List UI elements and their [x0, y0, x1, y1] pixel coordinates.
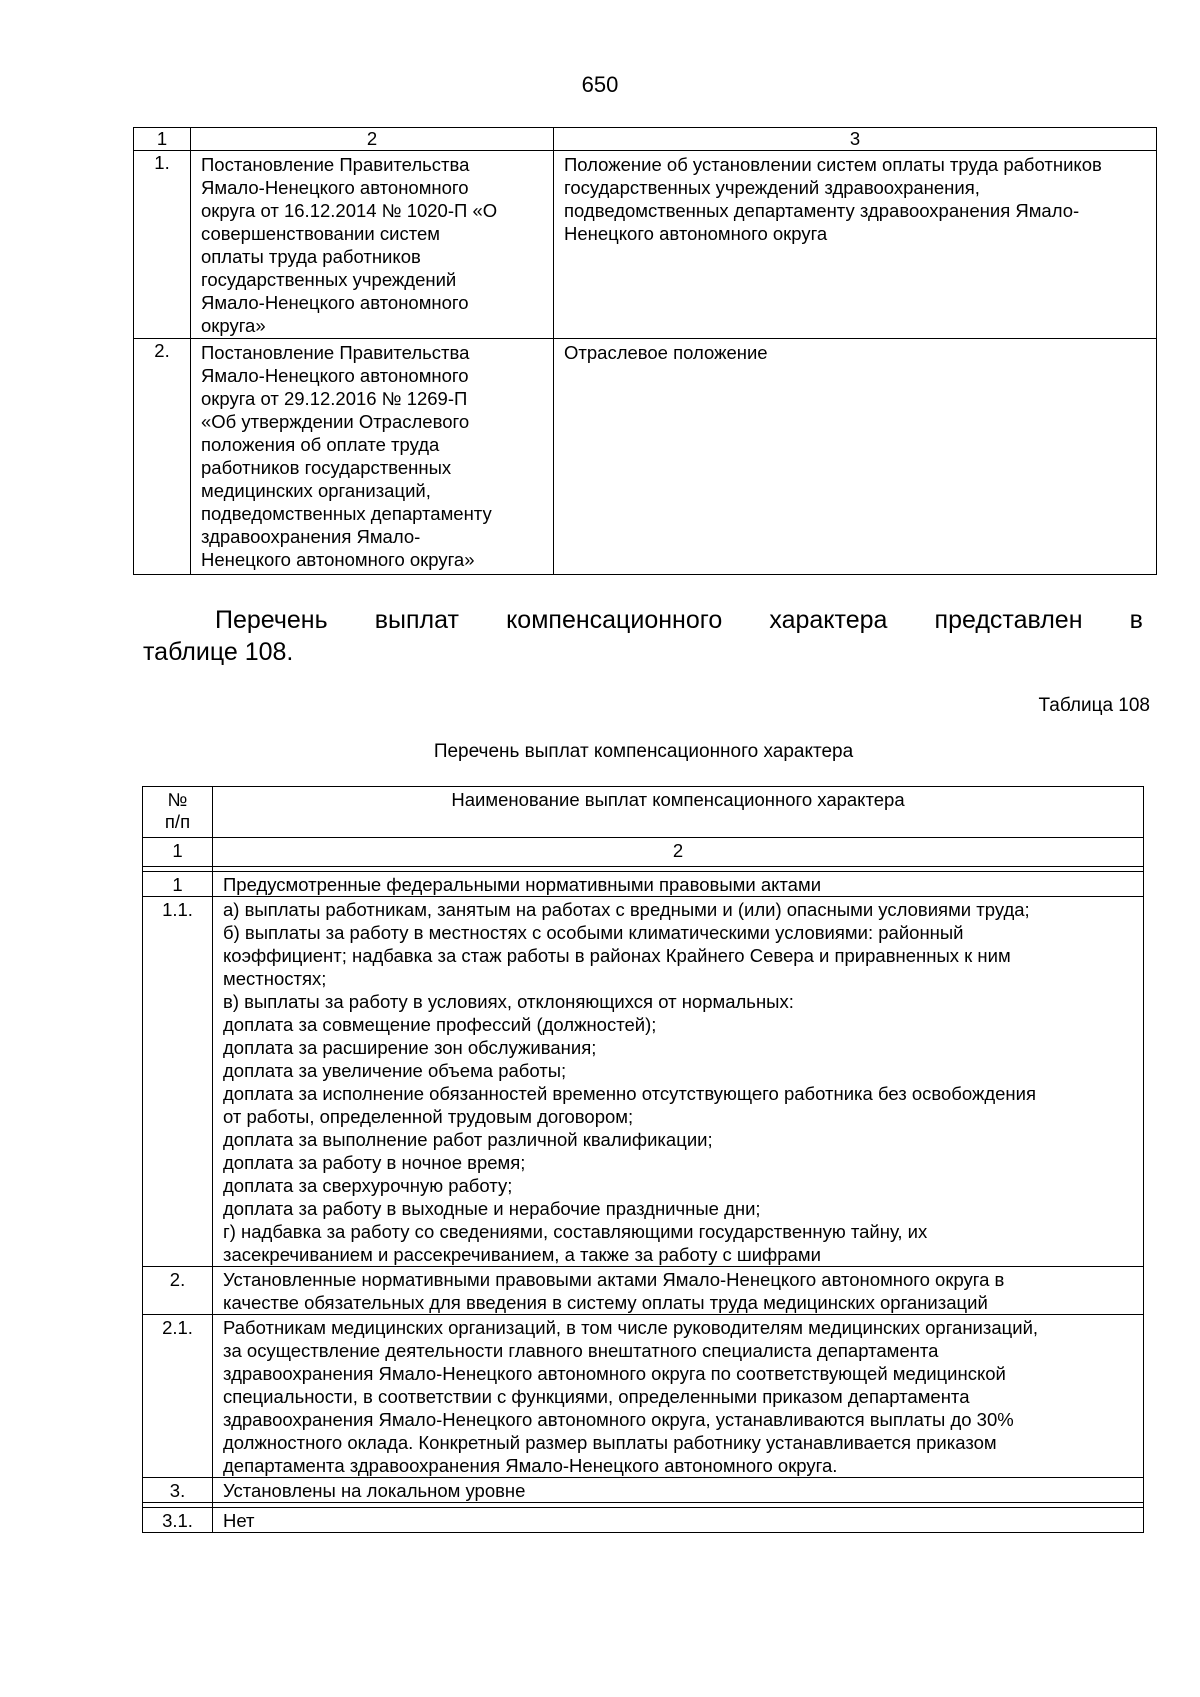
text-line: специальности, в соответствии с функциями, определенными приказом департамента [223, 1386, 970, 1407]
text-line: оплаты труда работников [201, 246, 421, 267]
regulation-title [191, 151, 554, 339]
text-line: в) выплаты за работу в условиях, отклоняющихся от нормальных: [223, 991, 794, 1012]
paragraph-word: выплат [374, 606, 459, 634]
text-line: Ямало-Ненецкого автономного [201, 177, 469, 198]
table-row [134, 339, 1157, 575]
text-line: подведомственных департаменту [201, 503, 492, 524]
text-line: округа от 16.12.2014 № 1020-П «О [201, 200, 498, 221]
regulations-table [133, 127, 1157, 575]
table-header-row [143, 787, 1144, 838]
text-line: Установлены на локальном уровне [223, 1480, 526, 1501]
text-line: Постановление Правительства [201, 154, 470, 175]
column-number-1: 1 [143, 838, 213, 867]
text-line: медицинских организаций, [201, 480, 431, 501]
table-row [143, 1267, 1144, 1315]
text-line: п/п [164, 811, 191, 832]
regulation-description [554, 339, 1157, 575]
column-number-2: 2 [191, 128, 554, 151]
paragraph-line [143, 604, 1143, 636]
row-number: 3.1. [143, 1508, 213, 1533]
text-line: округа» [201, 315, 266, 336]
regulation-title [191, 339, 554, 575]
text-line: за осуществление деятельности главного внештатного специалиста департамента [223, 1340, 939, 1361]
column-number-2: 2 [213, 838, 1144, 867]
text-line: положения об оплате труда [201, 434, 440, 455]
text-line: государственных учреждений [201, 269, 457, 290]
row-number: 2. [143, 1267, 213, 1315]
text-line: департамента здравоохранения Ямало-Ненецкого автономного округа. [223, 1455, 838, 1476]
text-line: № [167, 789, 188, 810]
paragraph-word: в [1129, 606, 1143, 634]
row-number: 1. [134, 151, 191, 339]
text-line: «Об утверждении Отраслевого [201, 411, 470, 432]
column-numbers-row [143, 838, 1144, 867]
text-line: Ненецкого автономного округа [564, 223, 828, 244]
intro-paragraph [143, 604, 1143, 668]
column-number-3: 3 [554, 128, 1157, 151]
header-name: Наименование выплат компенсационного характера [213, 787, 1144, 838]
table-label: Таблица 108 [1038, 695, 1150, 716]
text-line: доплата за выполнение работ различной квалификации; [223, 1129, 713, 1150]
row-number: 2.1. [143, 1315, 213, 1478]
paragraph-word: характера [769, 606, 888, 634]
regulation-description [554, 151, 1157, 339]
text-line: совершенствовании систем [201, 223, 440, 244]
text-line: здравоохранения Ямало- [201, 526, 421, 547]
table-row [143, 897, 1144, 1267]
text-line: коэффициент; надбавка за стаж работы в районах Крайнего Севера и приравненных к ним [223, 945, 1011, 966]
text-line: Работникам медицинских организаций, в том числе руководителям медицинских организаций, [223, 1317, 1039, 1338]
row-number: 1.1. [143, 897, 213, 1267]
table-row [143, 872, 1144, 897]
text-line: Ямало-Ненецкого автономного [201, 365, 469, 386]
text-line: от работы, определенной трудовым договором; [223, 1106, 634, 1127]
text-line: доплата за расширение зон обслуживания; [223, 1037, 597, 1058]
table-title: Перечень выплат компенсационного характера [433, 741, 854, 762]
row-number: 1 [143, 872, 213, 897]
text-line: Установленные нормативными правовыми актами Ямало-Ненецкого автономного округа в [223, 1269, 1005, 1290]
text-line: работников государственных [201, 457, 452, 478]
table-row [143, 1315, 1144, 1478]
table-row [134, 151, 1157, 339]
row-number: 3. [143, 1478, 213, 1503]
row-text [213, 1478, 1144, 1503]
table-header-row [134, 128, 1157, 151]
text-line: качестве обязательных для введения в систему оплаты труда медицинских организаций [223, 1292, 988, 1313]
column-number-1: 1 [134, 128, 191, 151]
text-line: доплата за работу в ночное время; [223, 1152, 526, 1173]
text-line: Нет [223, 1510, 255, 1531]
compensation-payments-table [142, 786, 1144, 1533]
text-line: должностного оклада. Конкретный размер выплаты работнику устанавливается приказом [223, 1432, 997, 1453]
text-line: доплата за совмещение профессий (должностей); [223, 1014, 657, 1035]
text-line: доплата за работу в выходные и нерабочие праздничные дни; [223, 1198, 761, 1219]
row-text [213, 1508, 1144, 1533]
text-line: Отраслевое положение [564, 342, 768, 363]
row-text [213, 1267, 1144, 1315]
page-number: 650 [581, 72, 619, 97]
text-line: Положение об установлении систем оплаты труда работников [564, 154, 1102, 175]
paragraph-word: представлен [934, 606, 1083, 634]
text-line: г) надбавка за работу со сведениями, составляющими государственную тайну, их [223, 1221, 928, 1242]
paragraph-word: компенсационного [506, 606, 723, 634]
header-number [143, 787, 213, 838]
text-line: округа от 29.12.2016 № 1269-П [201, 388, 468, 409]
text-line: государственных учреждений здравоохранения, [564, 177, 980, 198]
text-line: местностях; [223, 968, 327, 989]
text-line: Постановление Правительства [201, 342, 470, 363]
text-line: засекречиванием и рассекречиванием, а также за работу с шифрами [223, 1244, 821, 1265]
row-number: 2. [134, 339, 191, 575]
paragraph-word: Перечень [215, 606, 328, 634]
text-line: Ненецкого автономного округа» [201, 549, 475, 570]
row-text [213, 1315, 1144, 1478]
text-line: доплата за увеличение объема работы; [223, 1060, 567, 1081]
text-line: Ямало-Ненецкого автономного [201, 292, 469, 313]
text-line: здравоохранения Ямало-Ненецкого автономного округа, устанавливаются выплаты до 30% [223, 1409, 1014, 1430]
text-line: Предусмотренные федеральными нормативными правовыми актами [223, 874, 822, 895]
text-line: доплата за исполнение обязанностей временно отсутствующего работника без освобождения [223, 1083, 1036, 1104]
row-text [213, 872, 1144, 897]
table-row [143, 1508, 1144, 1533]
text-line: здравоохранения Ямало-Ненецкого автономного округа по соответствующей медицинской [223, 1363, 1006, 1384]
row-text [213, 897, 1144, 1267]
text-line: а) выплаты работникам, занятым на работах с вредными и (или) опасными условиями труда; [223, 899, 1030, 920]
text-line: б) выплаты за работу в местностях с особыми климатическими условиями: районный [223, 922, 964, 943]
text-line: доплата за сверхурочную работу; [223, 1175, 513, 1196]
paragraph-line: таблице 108. [143, 638, 294, 666]
table-row [143, 1478, 1144, 1503]
text-line: подведомственных департаменту здравоохранения Ямало- [564, 200, 1080, 221]
